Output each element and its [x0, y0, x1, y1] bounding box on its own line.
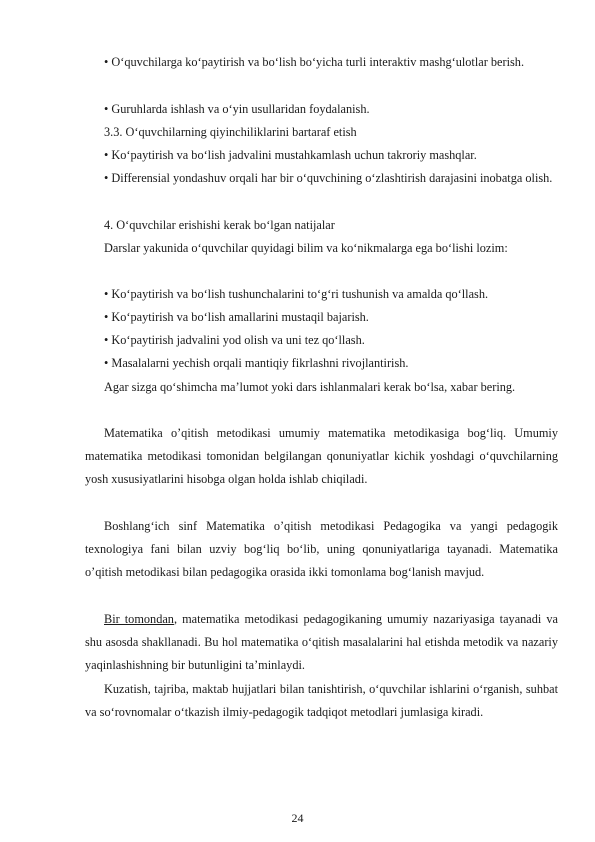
one-side-text: , matematika metodikasi pedagogikaning umumiy nazariyasiga tayanadi va shu asosda shakllanadi. Bu hol matematika o‘qitish masalalarini hal etishda metodik va nazariy yaqinlashishning bir butunligini ta’minlaydi.	[85, 612, 558, 673]
paragraph-interactive-lessons: • O‘quvchilarga ko‘paytirish va bo‘lish bo‘yicha turli interaktiv mashg‘ulotlar berish.	[104, 55, 525, 69]
paragraph-differential-approach: • Differensial yondashuv orqali har bir o‘quvchining o‘zlashtirish darajasini inobatga olish.	[104, 171, 553, 185]
paragraph-logical-thinking: • Masalalarni yechish orqali mantiqiy fikrlashni rivojlantirish.	[104, 356, 409, 370]
paragraph-repetition-exercises: • Ko‘paytirish va bo‘lish jadvalini mustahkamlash uchun takroriy mashqlar.	[104, 148, 477, 162]
one-side-link[interactable]: Bir tomondan	[104, 612, 174, 626]
page-number: 24	[291, 811, 304, 825]
paragraph-research-methods: Kuzatish, tajriba, maktab hujjatlari bilan tanishtirish, o‘quvchilar ishlarini o‘rganish, suhbat va so‘rovnomalar o‘tkazish ilmiy-pedagogik tadqiqot metodlari jumlasiga kiradi.	[85, 682, 558, 720]
section-heading-4: 4. O‘quvchilar erishishi kerak bo‘lgan natijalar	[104, 218, 335, 232]
paragraph-one-side	[85, 608, 558, 678]
paragraph-understanding: • Ko‘paytirish va bo‘lish tushunchalarini to‘g‘ri tushunish va amalda qo‘llash.	[104, 287, 489, 301]
paragraph-memorize-table: • Ko‘paytirish jadvalini yod olish va uni tez qo‘llash.	[104, 333, 365, 347]
paragraph-group-work: • Guruhlarda ishlash va o‘yin usullaridan foydalanish.	[104, 102, 370, 116]
paragraph-methodology-general: Matematika o’qitish metodikasi umumiy matematika metodikasiga bog‘liq. Umumiy matematika metodikasi tomonidan belgilangan qonuniyatlar kichik yoshdagi o‘quvchilarning yosh xususiyatlarini hisobga olgan holda ishlab chiqiladi.	[85, 426, 558, 487]
paragraph-contact-note: Agar sizga qo‘shimcha ma’lumot yoki dars ishlanmalari kerak bo‘lsa, xabar bering.	[104, 380, 516, 394]
paragraph-pedagogy-link: Boshlang‘ich sinf Matematika o’qitish metodikasi Pedagogika va yangi pedagogik texnologiya fani bilan uzviy bog‘liq bo‘lib, uning qonuniyatlariga tayanadi. Matematika o’qitish metodikasi bilan pedagogika orasida ikki tomonlama bog‘lanish mavjud.	[85, 519, 558, 580]
paragraph-independent-work: • Ko‘paytirish va bo‘lish amallarini mustaqil bajarish.	[104, 310, 369, 324]
section-heading-3-3: 3.3. O‘quvchilarning qiyinchiliklarini bartaraf etish	[104, 125, 357, 139]
paragraph-expected-skills: Darslar yakunida o‘quvchilar quyidagi bilim va ko‘nikmalarga ega bo‘lishi lozim:	[104, 241, 508, 255]
